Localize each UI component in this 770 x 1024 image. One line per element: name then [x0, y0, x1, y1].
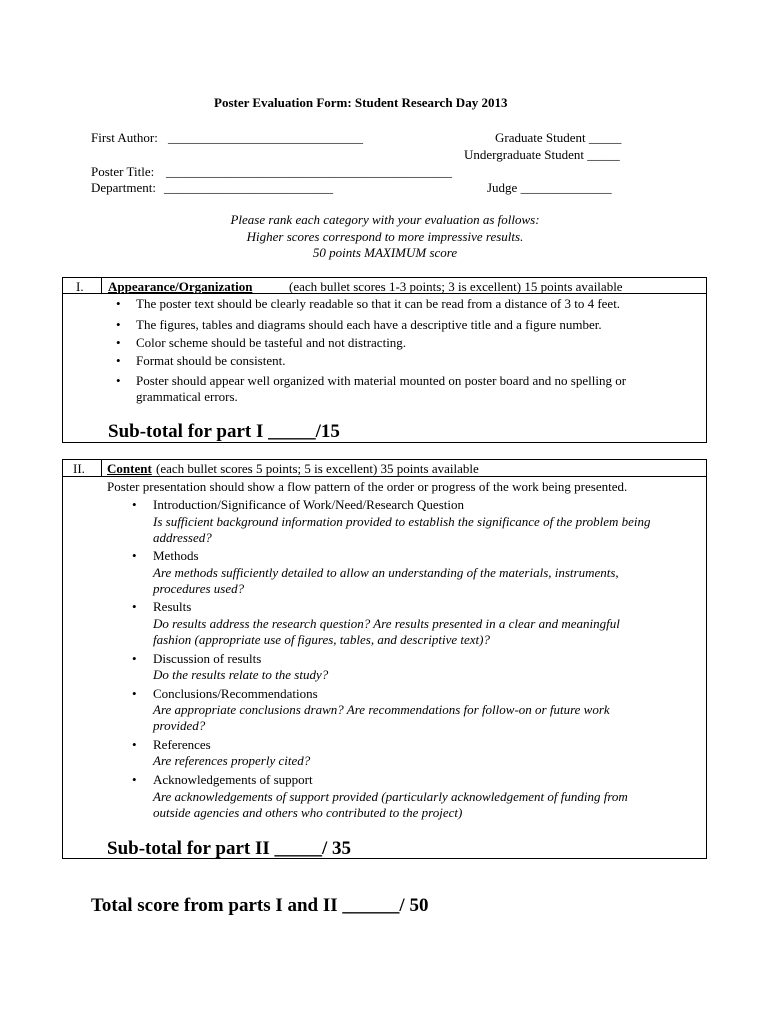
part-2-numeral: II.: [73, 461, 85, 476]
part-2-item-question: Are references properly cited?: [153, 753, 311, 768]
first-author-label: First Author:: [91, 130, 158, 145]
instructions-line-3: 50 points MAXIMUM score: [312, 245, 458, 260]
part-1-bullet: Format should be consistent.: [136, 353, 286, 368]
instructions-line-1: Please rank each category with your evaluation as follows:: [230, 212, 540, 227]
bullet-icon: •: [116, 353, 121, 368]
bullet-icon: •: [116, 335, 121, 350]
judge-field[interactable]: Judge ______________: [487, 180, 612, 195]
bullet-icon: •: [116, 317, 121, 332]
department-field[interactable]: __________________________: [164, 180, 333, 195]
part-2-intro: Poster presentation should show a flow pattern of the order or progress of the work being presented.: [107, 479, 628, 494]
part-1-note: (each bullet scores 1-3 points; 3 is excellent) 15 points available: [289, 279, 623, 294]
part-1-numeral-divider: [101, 277, 102, 293]
bullet-icon: •: [132, 737, 137, 752]
part-2-item-question: Is sufficient background information provided to establish the significance of the problem being: [153, 514, 651, 529]
part-2-item-title: Introduction/Significance of Work/Need/Research Question: [153, 497, 464, 512]
part-2-subtotal: Sub-total for part II _____/ 35: [107, 838, 352, 859]
poster-title-label: Poster Title:: [91, 164, 155, 179]
part-2-item-title: Results: [153, 599, 192, 614]
total-score: Total score from parts I and II ______/ 50: [91, 895, 429, 916]
form-title: Poster Evaluation Form: Student Research Day 2013: [214, 95, 508, 110]
bullet-icon: •: [116, 296, 121, 311]
part-2-item-question: procedures used?: [153, 581, 245, 596]
part-2-item-question: addressed?: [153, 530, 212, 545]
part-2-item-title: Acknowledgements of support: [153, 772, 313, 787]
part-2-item-question: Are acknowledgements of support provided (particularly acknowledgement of funding from: [153, 789, 628, 804]
bullet-icon: •: [132, 772, 137, 787]
part-2-item-title: References: [153, 737, 211, 752]
department-label: Department:: [91, 180, 156, 195]
part-1-heading: Appearance/Organization: [108, 279, 253, 294]
part-2-item-question: Are appropriate conclusions drawn? Are recommendations for follow-on or future work: [153, 702, 610, 717]
part-1-bullet: The figures, tables and diagrams should each have a descriptive title and a figure number.: [136, 317, 602, 332]
part-1-bullet: Poster should appear well organized with material mounted on poster board and no spelling or: [136, 373, 627, 388]
bullet-icon: •: [132, 548, 137, 563]
part-2-item-question: outside agencies and others who contributed to the project): [153, 805, 463, 820]
first-author-field[interactable]: ______________________________: [168, 130, 363, 145]
part-2-item-title: Methods: [153, 548, 199, 563]
undergraduate-student-field[interactable]: Undergraduate Student _____: [464, 147, 620, 162]
instructions-line-2: Higher scores correspond to more impressive results.: [246, 229, 524, 244]
part-2-note: (each bullet scores 5 points; 5 is excellent) 35 points available: [156, 461, 479, 476]
part-2-item-question: Do results address the research question? Are results presented in a clear and meaningful: [153, 616, 620, 631]
bullet-icon: •: [132, 497, 137, 512]
part-2-item-question: Do the results relate to the study?: [153, 667, 329, 682]
part-2-item-title: Conclusions/Recommendations: [153, 686, 318, 701]
part-2-item-question: Are methods sufficiently detailed to allow an understanding of the materials, instruments,: [153, 565, 619, 580]
part-1-bullet: The poster text should be clearly readable so that it can be read from a distance of 3 to 4 feet.: [136, 296, 621, 311]
part-1-numeral: I.: [76, 279, 84, 294]
part-1-bullet-continued: grammatical errors.: [136, 389, 238, 404]
part-2-numeral-divider: [101, 459, 102, 476]
bullet-icon: •: [132, 651, 137, 666]
part-2-item-title: Discussion of results: [153, 651, 262, 666]
bullet-icon: •: [132, 686, 137, 701]
part-2-item-question: fashion (appropriate use of figures, tables, and descriptive text)?: [153, 632, 490, 647]
graduate-student-field[interactable]: Graduate Student _____: [495, 130, 622, 145]
part-2-item-question: provided?: [153, 718, 206, 733]
part-1-bullet: Color scheme should be tasteful and not distracting.: [136, 335, 407, 350]
poster-title-field[interactable]: ____________________________________________: [166, 164, 452, 179]
bullet-icon: •: [132, 599, 137, 614]
part-1-subtotal: Sub-total for part I _____/15: [108, 421, 340, 442]
part-2-heading: Content: [107, 461, 152, 476]
bullet-icon: •: [116, 373, 121, 388]
